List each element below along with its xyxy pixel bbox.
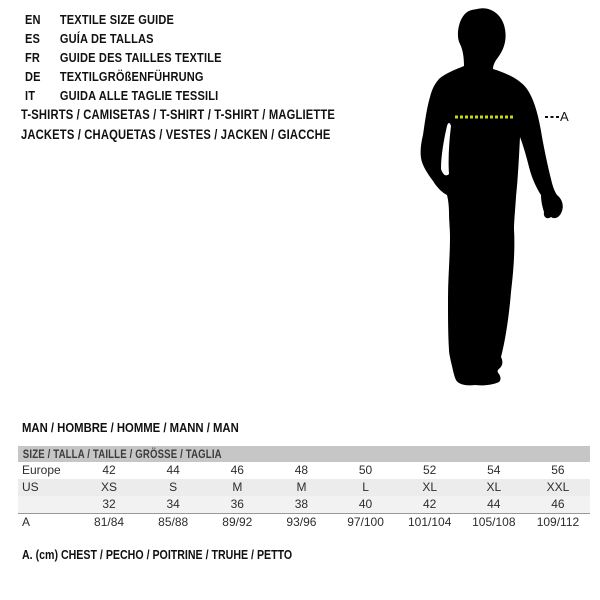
cell: 54 [487,463,501,477]
cell: 109/112 [536,515,580,529]
row-label: Europe [22,463,61,477]
language-code: IT [25,88,36,103]
cell: 44 [487,497,501,511]
language-code: ES [25,31,41,46]
table-row-numeric [18,496,590,513]
cell: 101/104 [407,515,452,529]
cell: 52 [423,463,437,477]
cell: S [169,480,178,494]
category-lines [21,105,399,145]
man-silhouette [421,8,563,385]
cell: 81/84 [94,515,125,529]
cell: 32 [102,497,116,511]
language-code: EN [25,12,41,27]
row-label: US [22,480,39,494]
section-title-man: MAN / HOMBRE / HOMME / MANN / MAN [22,420,239,435]
language-row-en [25,10,222,29]
size-table-header [18,446,590,462]
row-label [18,496,77,513]
cell: M [296,480,307,494]
cell: 42 [102,463,116,477]
language-title: GUIDA ALLE TAGLIE TESSILI [59,88,219,103]
cell: 38 [294,497,309,511]
cell: XL [422,480,438,494]
size-table-header-text: SIZE / TALLA / TAILLE / GRÖSSE / TAGLIA [22,447,222,461]
language-title: TEXTILE SIZE GUIDE [59,12,175,27]
cell: 97/100 [347,515,384,529]
cell: L [362,480,369,494]
cell: 40 [358,497,373,511]
language-code: DE [25,69,41,84]
cell: 46 [551,497,565,511]
category-line-tshirts: T-SHIRTS / CAMISETAS / T-SHIRT / T-SHIRT / MAGLIETTE [21,107,336,122]
cell: 50 [358,463,373,477]
language-title: TEXTILGRÖßENFÜHRUNG [59,69,204,84]
cell: 56 [551,463,565,477]
cell: 85/88 [158,515,189,529]
cell: 44 [166,463,180,477]
man-silhouette-figure [415,8,575,398]
cell: 105/108 [472,515,516,529]
language-title: GUÍA DE TALLAS [59,31,154,46]
cell: 93/96 [286,515,317,529]
cell: 42 [423,497,437,511]
table-row-europe [18,462,590,479]
row-label: A [22,515,31,529]
language-list [25,10,256,105]
measurement-footnote: A. (cm) CHEST / PECHO / POITRINE / TRUHE / PETTO [22,548,293,562]
cell: 46 [230,463,244,477]
table-row-chest [18,513,590,531]
cell: 34 [166,497,180,511]
language-row-de [25,67,222,86]
cell: XXL [546,480,570,494]
measure-label-a: A [560,109,569,124]
cell: 89/92 [222,515,253,529]
cell: M [232,480,243,494]
language-code: FR [25,50,41,65]
size-table [18,446,590,531]
man-silhouette-svg [415,8,575,398]
category-line-jackets: JACKETS / CHAQUETAS / VESTES / JACKEN / GIACCHE [21,127,331,142]
language-row-es [25,29,222,48]
table-row-us [18,479,590,496]
cell: XL [486,480,502,494]
language-title: GUIDE DES TAILLES TEXTILE [59,50,222,65]
language-row-fr [25,48,222,67]
language-row-it [25,86,222,105]
cell: XS [101,480,118,494]
cell: 36 [230,497,244,511]
cell: 48 [294,463,309,477]
